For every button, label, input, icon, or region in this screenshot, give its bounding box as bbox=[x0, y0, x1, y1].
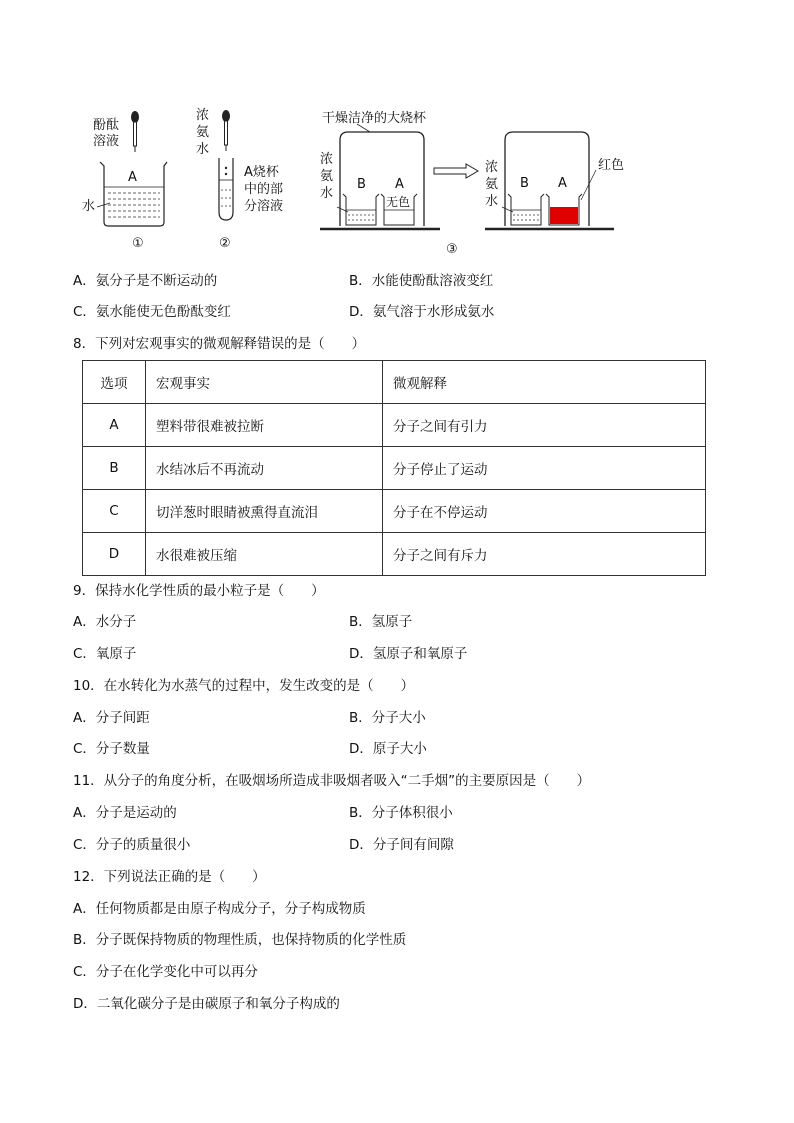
beaker-b-label: B bbox=[520, 176, 529, 191]
dropper-label-line2: 氨 bbox=[196, 125, 210, 140]
experiment-figure bbox=[0, 0, 794, 270]
table-cell: 分子在不停运动 bbox=[383, 490, 706, 533]
q7-option-b: B．水能使酚酞溶液变红 bbox=[349, 273, 494, 289]
dropper-label-line2: 溶液 bbox=[93, 134, 120, 149]
q11-option-a: A．分子是运动的 bbox=[73, 805, 177, 821]
table-header: 微观解释 bbox=[383, 361, 706, 404]
q12-option-a: A．任何物质都是由原子构成分子，分子构成物质 bbox=[73, 901, 366, 917]
table-cell: 分子之间有引力 bbox=[383, 404, 706, 447]
ammonia-label-line1: 浓 bbox=[320, 152, 334, 167]
q10-option-a: A．分子间距 bbox=[73, 710, 150, 726]
q9-option-c: C．氧原子 bbox=[73, 646, 137, 662]
q9-option-b: B．氢原子 bbox=[349, 614, 413, 630]
figure-number: ② bbox=[219, 236, 231, 251]
table-row bbox=[83, 447, 706, 490]
figure-number: ③ bbox=[446, 242, 458, 257]
table-cell: 水很难被压缩 bbox=[146, 533, 383, 576]
table-row bbox=[83, 533, 706, 576]
beaker-a-label: A bbox=[558, 176, 567, 191]
q12-option-d: D．二氧化碳分子是由碳原子和氧分子构成的 bbox=[73, 996, 340, 1012]
dropper-icon bbox=[131, 111, 139, 152]
table-header: 宏观事实 bbox=[146, 361, 383, 404]
q10-option-d: D．原子大小 bbox=[349, 741, 427, 757]
ammonia-label-line3: 水 bbox=[320, 186, 334, 201]
table-row bbox=[83, 490, 706, 533]
beaker-label: A bbox=[128, 170, 137, 185]
tube-label-line3: 分溶液 bbox=[244, 199, 284, 214]
dropper-label-line3: 水 bbox=[196, 142, 210, 157]
dropper-label-line1: 酚酞 bbox=[93, 118, 120, 133]
q7-option-a: A．氨分子是不断运动的 bbox=[73, 273, 218, 289]
colorless-label: 无色 bbox=[386, 195, 411, 209]
arrow-right-icon bbox=[434, 164, 478, 178]
ammonia-label-line2: 氨 bbox=[485, 177, 499, 192]
q9-stem: 9．保持水化学性质的最小粒子是（ ） bbox=[73, 583, 325, 599]
table-row bbox=[83, 404, 706, 447]
beaker-b-label: B bbox=[357, 177, 366, 192]
table-cell: 水结冰后不再流动 bbox=[146, 447, 383, 490]
q10-stem: 10．在水转化为水蒸气的过程中，发生改变的是（ ） bbox=[73, 678, 415, 694]
q12-option-c: C．分子在化学变化中可以再分 bbox=[73, 964, 258, 980]
tube-label-line1: A烧杯 bbox=[244, 165, 279, 180]
q7-option-d: D．氨气溶于水形成氨水 bbox=[349, 304, 495, 320]
red-solution bbox=[550, 207, 578, 224]
big-beaker-icon bbox=[485, 132, 614, 229]
test-tube-icon bbox=[219, 158, 233, 220]
table-cell: B bbox=[83, 447, 146, 490]
q11-option-c: C．分子的质量很小 bbox=[73, 837, 191, 853]
table-cell: C bbox=[83, 490, 146, 533]
table-header-row bbox=[83, 361, 706, 404]
big-beaker-label: 干燥洁净的大烧杯 bbox=[322, 111, 427, 126]
table-cell: 分子停止了运动 bbox=[383, 447, 706, 490]
table-cell: 切洋葱时眼睛被熏得直流泪 bbox=[146, 490, 383, 533]
tube-label-line2: 中的部 bbox=[244, 182, 284, 197]
q11-stem: 11．从分子的角度分析，在吸烟场所造成非吸烟者吸入“二手烟”的主要原因是（ ） bbox=[73, 773, 591, 789]
q12-option-b: B．分子既保持物质的物理性质，也保持物质的化学性质 bbox=[73, 932, 407, 948]
q11-option-b: B．分子体积很小 bbox=[349, 805, 453, 821]
q9-option-a: A．水分子 bbox=[73, 614, 137, 630]
ammonia-label-line3: 水 bbox=[485, 194, 499, 209]
q12-stem: 12．下列说法正确的是（ ） bbox=[73, 869, 266, 885]
q8-stem: 8．下列对宏观事实的微观解释错误的是（ ） bbox=[73, 336, 366, 352]
q10-option-c: C．分子数量 bbox=[73, 741, 150, 757]
dropper-icon bbox=[222, 110, 230, 151]
beaker-a-label: A bbox=[395, 177, 404, 192]
q9-option-d: D．氢原子和氧原子 bbox=[349, 646, 468, 662]
table-cell: 塑料带很难被拉断 bbox=[146, 404, 383, 447]
figure-number: ① bbox=[132, 236, 144, 251]
ammonia-label-line2: 氨 bbox=[320, 169, 334, 184]
q10-option-b: B．分子大小 bbox=[349, 710, 426, 726]
table-cell: D bbox=[83, 533, 146, 576]
q8-table bbox=[82, 360, 706, 576]
dropper-label-line1: 浓 bbox=[196, 108, 210, 123]
q7-option-c: C．氨水能使无色酚酞变红 bbox=[73, 304, 231, 320]
big-beaker-icon bbox=[320, 124, 440, 229]
red-label: 红色 bbox=[598, 158, 625, 173]
water-label: 水 bbox=[82, 199, 96, 214]
table-header: 选项 bbox=[83, 361, 146, 404]
ammonia-label-line1: 浓 bbox=[485, 160, 499, 175]
q11-option-d: D．分子间有间隙 bbox=[349, 837, 454, 853]
table-cell: A bbox=[83, 404, 146, 447]
table-cell: 分子之间有斥力 bbox=[383, 533, 706, 576]
